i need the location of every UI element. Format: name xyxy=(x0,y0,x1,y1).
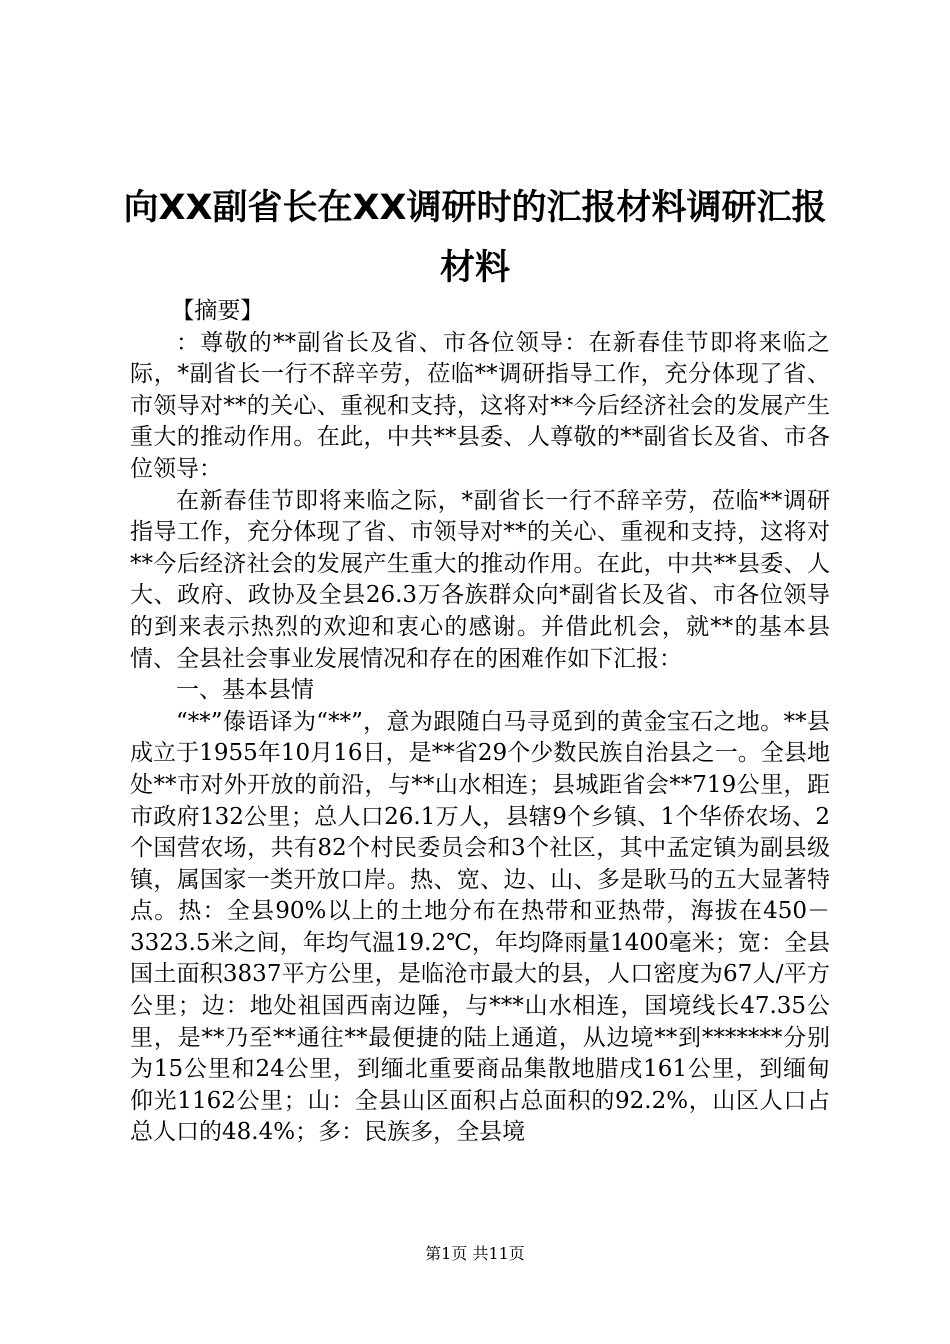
paragraph-greeting: ：尊敬的**副省长及省、市各位领导：在新春佳节即将来临之际，*副省长一行不辞辛劳，莅临**调研指导工作，充分体现了省、市领导对**的关心、重视和支持，这将对**今后经济社会的发展产生重大的推动作用。在此，中共**县委、人尊敬的**副省长及省、市各位领导： xyxy=(130,329,830,482)
section-heading: 一、基本县情 xyxy=(176,677,314,704)
abstract-label: 【摘要】 xyxy=(171,298,264,324)
page-footer: 第1页 共11页 xyxy=(425,1244,525,1263)
paragraph-county-overview: “**”傣语译为“**”，意为跟随白马寻觅到的黄金宝石之地。**县成立于1955年10月16日，是**省29个少数民族自治县之一。全县地处**市对外开放的前沿，与**山水相连；县城距省会**719公里，距市政府132公里；总人口26.1万人，县辖9个乡镇、1个华侨农场、2个国营农场，共有82个村民委员会和3个社区，其中孟定镇为副县级镇，属国家一类开放口岸。热、宽、边、山、多是耿马的五大显著特点。热：全县90%以上的土地分布在热带和亚热带，海拔在450－3323.5米之间，年均气温19.2℃，年均降雨量1400毫米；宽：全县国土面积3837平方公里，是临沧市最大的县，人口密度为67人/平方公里；边：地处祖国西南边陲，与***山水相连，国境线长47.35公里，是**乃至**通往**最便捷的陆上通道，从边境**到*******分别为15公里和24公里，到缅北重要商品集散地腊戌161公里，到缅甸仰光1162公里；山：全县山区面积占总面积的92.2%，山区人口占总人口的48.4%；多：民族多，全县境 xyxy=(130,708,830,1146)
document-body xyxy=(130,296,830,1149)
document-title: 向XX副省长在XX调研时的汇报材料调研汇报材料 xyxy=(123,188,827,288)
paragraph-welcome: 在新春佳节即将来临之际，*副省长一行不辞辛劳，莅临**调研指导工作，充分体现了省、市领导对**的关心、重视和支持，这将对**今后经济社会的发展产生重大的推动作用。在此，中共**县委、人大、政府、政协及全县26.3万各族群众向*副省长及省、市各位领导的到来表示热烈的欢迎和衷心的感谢。并借此机会，就**的基本县情、全县社会事业发展情况和存在的困难作如下汇报： xyxy=(130,487,830,672)
